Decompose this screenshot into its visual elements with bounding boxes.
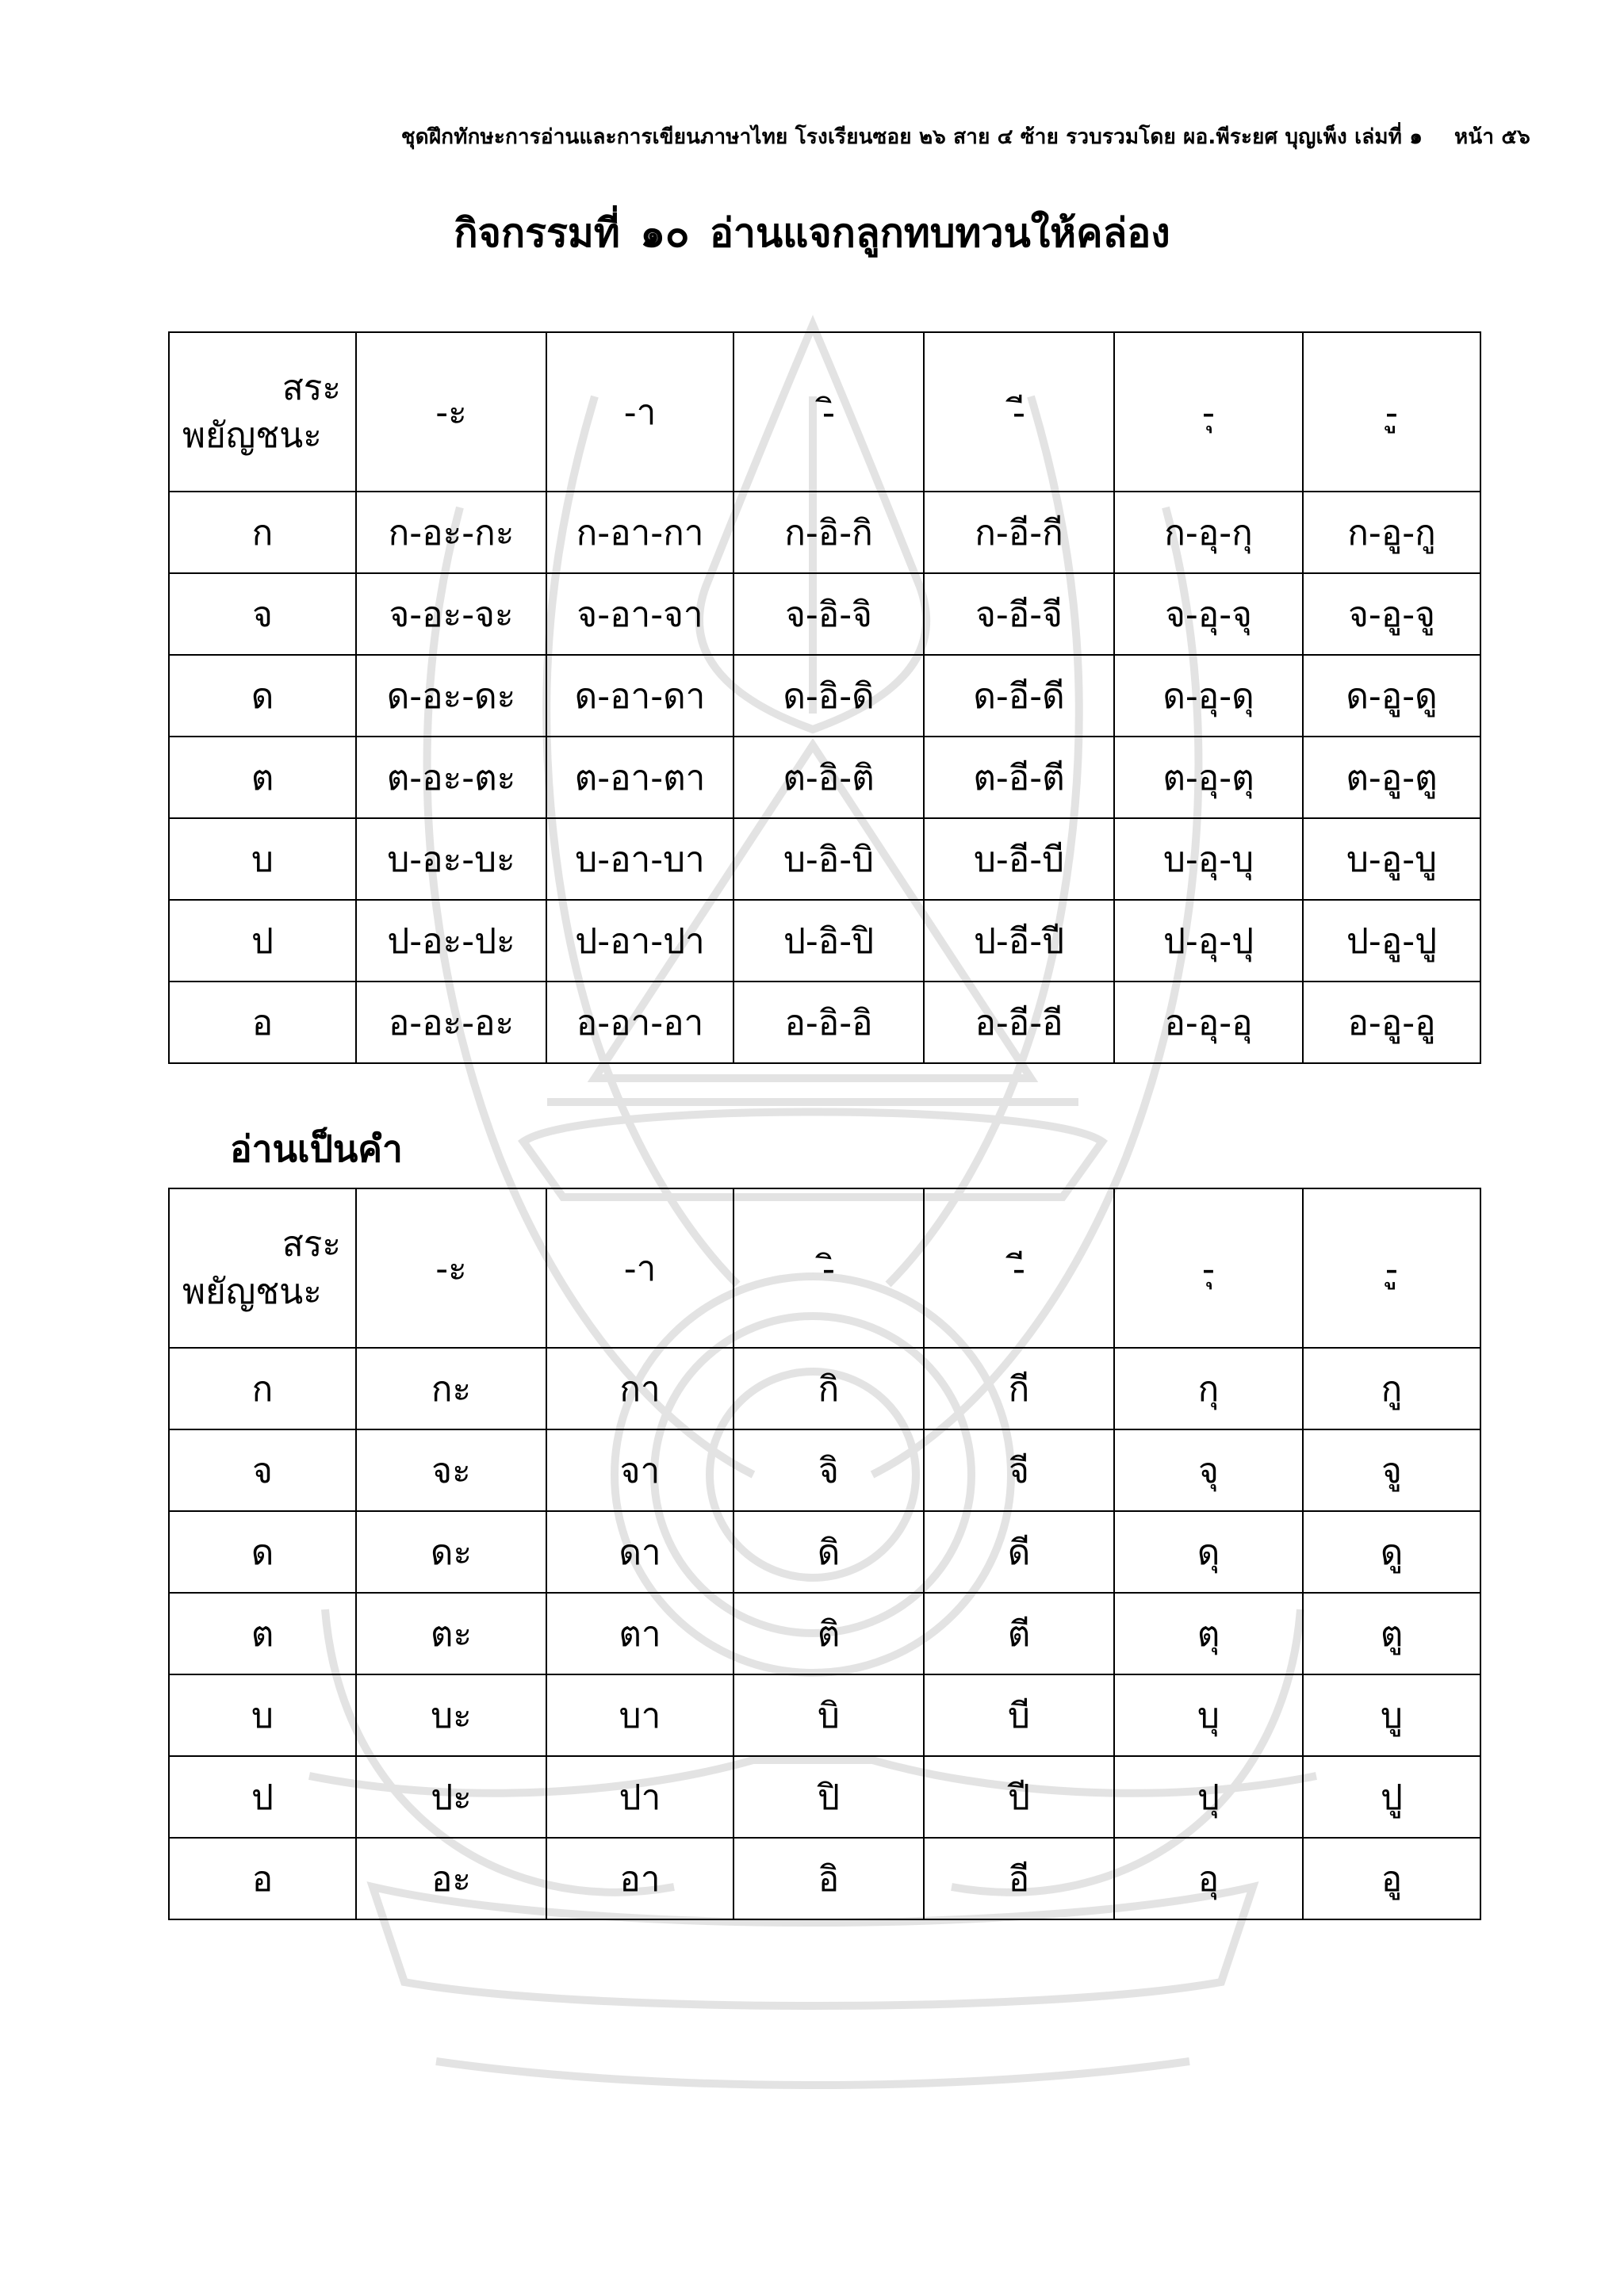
syllable-cell: ก-อะ-กะ: [356, 492, 546, 573]
word-cell: ปิ: [733, 1756, 924, 1838]
consonant-cell: ต: [169, 1593, 356, 1674]
syllable-cell: จ-อา-จา: [546, 573, 733, 655]
vowel-header-cell: -า: [546, 332, 733, 492]
syllable-cell: จ-อุ-จุ: [1114, 573, 1303, 655]
word-cell: ปะ: [356, 1756, 546, 1838]
syllable-cell: ด-อุ-ดุ: [1114, 655, 1303, 737]
word-cell: อี: [924, 1838, 1114, 1919]
syllable-cell: ต-อี-ตี: [924, 737, 1114, 818]
word-cell: ปา: [546, 1756, 733, 1838]
consonant-cell: อ: [169, 982, 356, 1063]
syllable-cell: จ-อู-จู: [1303, 573, 1480, 655]
word-cell: อิ: [733, 1838, 924, 1919]
vowel-header-cell: -ุ: [1114, 1188, 1303, 1348]
vowel-header-cell: -ิ: [733, 332, 924, 492]
corner-header-cell: [169, 332, 356, 492]
syllable-cell: จ-อะ-จะ: [356, 573, 546, 655]
table-row: [169, 737, 1480, 818]
word-cell: ตี: [924, 1593, 1114, 1674]
vowel-header-cell: -ะ: [356, 1188, 546, 1348]
word-cell: บู: [1303, 1674, 1480, 1756]
syllable-cell: ก-อิ-กิ: [733, 492, 924, 573]
syllable-spelling-table: [168, 331, 1481, 1064]
syllable-cell: บ-อี-บี: [924, 818, 1114, 900]
word-cell: ปู: [1303, 1756, 1480, 1838]
syllable-cell: บ-อุ-บุ: [1114, 818, 1303, 900]
corner-header-cell: [169, 1188, 356, 1348]
syllable-cell: ป-อะ-ปะ: [356, 900, 546, 982]
header-text: ชุดฝึกทักษะการอ่านและการเขียนภาษาไทย โรงเรียนซอย ๒๖ สาย ๔ ซ้าย รวบรวมโดย ผอ.พีระยศ บุญเพ็ง เล่มที่ ๑: [400, 125, 1423, 149]
vowel-header-cell: -ี: [924, 1188, 1114, 1348]
table-row: [169, 1838, 1480, 1919]
word-cell: กู: [1303, 1348, 1480, 1429]
syllable-cell: อ-อู-อู: [1303, 982, 1480, 1063]
consonant-cell: บ: [169, 1674, 356, 1756]
page-header: [401, 121, 1530, 153]
vowel-header-cell: -ู: [1303, 1188, 1480, 1348]
table-row: [169, 1348, 1480, 1429]
syllable-cell: ป-อู-ปู: [1303, 900, 1480, 982]
syllable-cell: ป-อา-ปา: [546, 900, 733, 982]
syllable-cell: ป-อิ-ปิ: [733, 900, 924, 982]
consonant-cell: ก: [169, 492, 356, 573]
word-cell: ดู: [1303, 1511, 1480, 1593]
consonant-header-label: พยัญชนะ: [182, 415, 322, 456]
syllable-cell: ต-อุ-ตุ: [1114, 737, 1303, 818]
consonant-cell: ด: [169, 655, 356, 737]
consonant-cell: บ: [169, 818, 356, 900]
word-cell: ปี: [924, 1756, 1114, 1838]
syllable-cell: ก-อา-กา: [546, 492, 733, 573]
syllable-cell: ต-อา-ตา: [546, 737, 733, 818]
word-cell: ดา: [546, 1511, 733, 1593]
word-cell: จู: [1303, 1429, 1480, 1511]
word-cell: กี: [924, 1348, 1114, 1429]
word-cell: กุ: [1114, 1348, 1303, 1429]
word-cell: ตุ: [1114, 1593, 1303, 1674]
vowel-header-cell: -ะ: [356, 332, 546, 492]
word-cell: ดี: [924, 1511, 1114, 1593]
syllable-cell: อ-อา-อา: [546, 982, 733, 1063]
syllable-cell: จ-อี-จี: [924, 573, 1114, 655]
word-cell: ติ: [733, 1593, 924, 1674]
syllable-cell: อ-อุ-อุ: [1114, 982, 1303, 1063]
syllable-cell: ต-อู-ตู: [1303, 737, 1480, 818]
syllable-cell: ป-อุ-ปุ: [1114, 900, 1303, 982]
vowel-header-cell: -ี: [924, 332, 1114, 492]
word-cell: กะ: [356, 1348, 546, 1429]
syllable-cell: ด-อี-ดี: [924, 655, 1114, 737]
word-cell: จิ: [733, 1429, 924, 1511]
table-row: [169, 1593, 1480, 1674]
syllable-cell: อ-อี-อี: [924, 982, 1114, 1063]
consonant-cell: ก: [169, 1348, 356, 1429]
word-cell: บี: [924, 1674, 1114, 1756]
word-reading-table: [168, 1188, 1481, 1920]
syllable-cell: ก-อู-กู: [1303, 492, 1480, 573]
vowel-header-label: สระ: [282, 368, 341, 409]
syllable-cell: ก-อี-กี: [924, 492, 1114, 573]
vowel-header-cell: -ุ: [1114, 332, 1303, 492]
table-row: [169, 1674, 1480, 1756]
table-row: [169, 1756, 1480, 1838]
section-subtitle: อ่านเป็นคำ: [230, 1127, 403, 1170]
syllable-cell: บ-อะ-บะ: [356, 818, 546, 900]
table-row: [169, 1511, 1480, 1593]
consonant-cell: ต: [169, 737, 356, 818]
word-cell: ปุ: [1114, 1756, 1303, 1838]
word-cell: ดิ: [733, 1511, 924, 1593]
table-row: [169, 982, 1480, 1063]
syllable-cell: ด-อู-ดู: [1303, 655, 1480, 737]
word-cell: ตา: [546, 1593, 733, 1674]
syllable-cell: ด-อา-ดา: [546, 655, 733, 737]
word-cell: กิ: [733, 1348, 924, 1429]
word-cell: จุ: [1114, 1429, 1303, 1511]
consonant-cell: ป: [169, 900, 356, 982]
word-cell: ตู: [1303, 1593, 1480, 1674]
table-header-row: [169, 332, 1480, 492]
word-cell: ดะ: [356, 1511, 546, 1593]
vowel-header-label: สระ: [282, 1224, 341, 1265]
syllable-cell: อ-อิ-อิ: [733, 982, 924, 1063]
consonant-cell: อ: [169, 1838, 356, 1919]
table-row: [169, 655, 1480, 737]
consonant-cell: จ: [169, 573, 356, 655]
syllable-cell: บ-อิ-บิ: [733, 818, 924, 900]
syllable-cell: ด-อะ-ดะ: [356, 655, 546, 737]
word-cell: บุ: [1114, 1674, 1303, 1756]
syllable-cell: บ-อา-บา: [546, 818, 733, 900]
word-cell: อา: [546, 1838, 733, 1919]
word-cell: บิ: [733, 1674, 924, 1756]
table-row: [169, 818, 1480, 900]
syllable-cell: ต-อะ-ตะ: [356, 737, 546, 818]
word-cell: อู: [1303, 1838, 1480, 1919]
vowel-header-cell: -ิ: [733, 1188, 924, 1348]
vowel-header-cell: -า: [546, 1188, 733, 1348]
word-cell: อะ: [356, 1838, 546, 1919]
syllable-cell: ด-อิ-ดิ: [733, 655, 924, 737]
syllable-cell: ก-อุ-กุ: [1114, 492, 1303, 573]
consonant-cell: ด: [169, 1511, 356, 1593]
page-number: หน้า ๕๖: [1454, 125, 1530, 149]
syllable-cell: ป-อี-ปี: [924, 900, 1114, 982]
word-cell: จะ: [356, 1429, 546, 1511]
activity-title: กิจกรรมที่ ๑๐ อ่านแจกลูกทบทวนให้คล่อง: [454, 210, 1170, 256]
word-cell: บะ: [356, 1674, 546, 1756]
table-header-row: [169, 1188, 1480, 1348]
consonant-header-label: พยัญชนะ: [182, 1271, 322, 1312]
word-cell: จี: [924, 1429, 1114, 1511]
syllable-cell: ต-อิ-ติ: [733, 737, 924, 818]
word-cell: บา: [546, 1674, 733, 1756]
word-cell: ดุ: [1114, 1511, 1303, 1593]
word-cell: อุ: [1114, 1838, 1303, 1919]
table-row: [169, 1429, 1480, 1511]
table-row: [169, 900, 1480, 982]
vowel-header-cell: -ู: [1303, 332, 1480, 492]
syllable-cell: จ-อิ-จิ: [733, 573, 924, 655]
syllable-cell: อ-อะ-อะ: [356, 982, 546, 1063]
consonant-cell: ป: [169, 1756, 356, 1838]
word-cell: จา: [546, 1429, 733, 1511]
table-row: [169, 573, 1480, 655]
syllable-cell: บ-อู-บู: [1303, 818, 1480, 900]
consonant-cell: จ: [169, 1429, 356, 1511]
word-cell: ตะ: [356, 1593, 546, 1674]
word-cell: กา: [546, 1348, 733, 1429]
table-row: [169, 492, 1480, 573]
